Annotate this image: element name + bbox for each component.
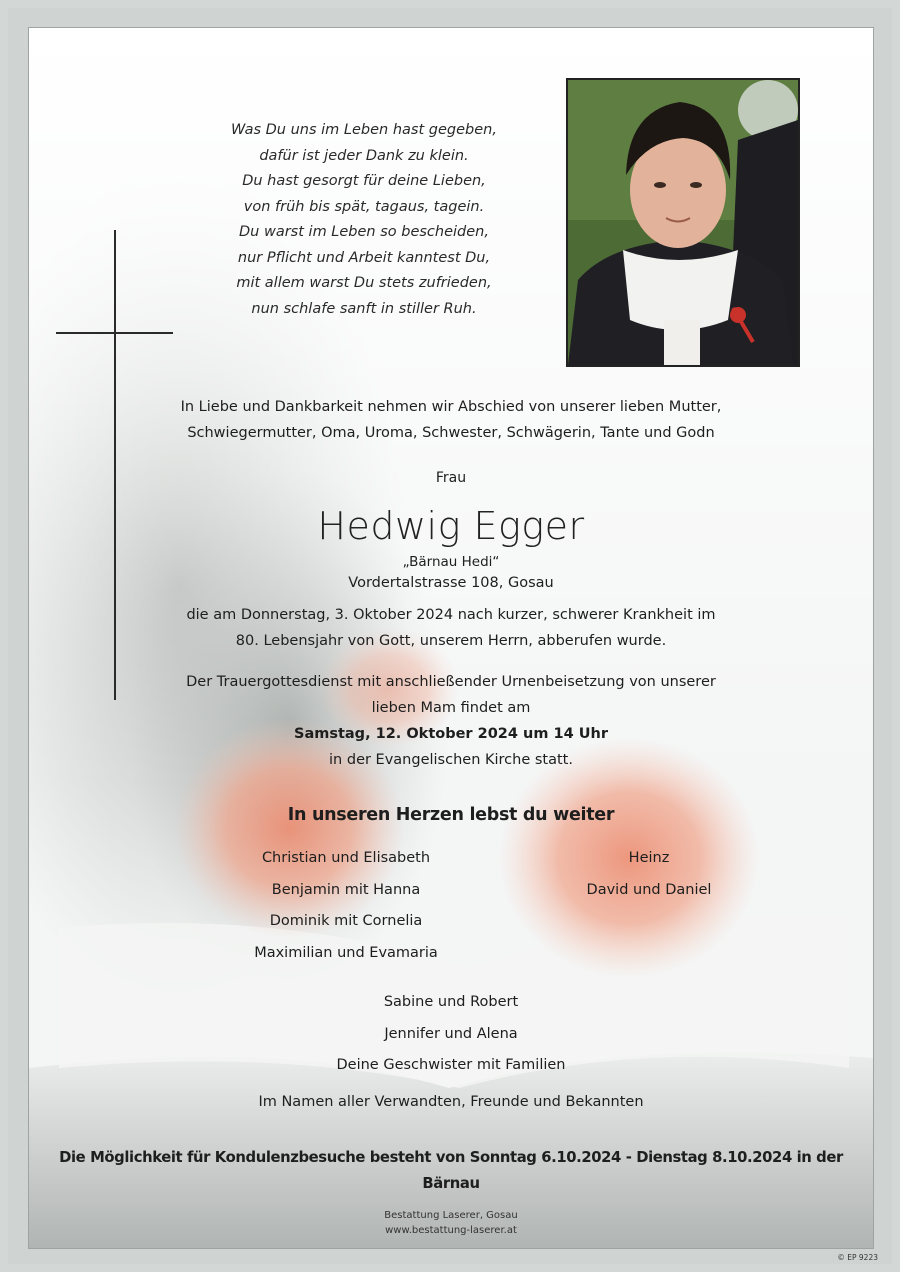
- salutation: Frau: [435, 470, 467, 486]
- siblings-line: Deine Geschwister mit Familien: [336, 1057, 566, 1073]
- mourners-left-column: [236, 843, 456, 969]
- hearts-heading: In unseren Herzen lebst du weiter: [287, 805, 615, 825]
- mourner-entry: Sabine und Robert: [383, 994, 519, 1010]
- death-line: die am Donnerstag, 3. Oktober 2024 nach kurzer, schwerer Krankheit im: [186, 607, 716, 623]
- funeral-home-footer: [29, 1208, 873, 1238]
- mourner-entry: Heinz: [628, 850, 670, 866]
- mourner-entry: Maximilian und Evamaria: [254, 944, 438, 961]
- death-line: 80. Lebensjahr von Gott, unserem Herrn, abberufen wurde.: [235, 633, 667, 649]
- service-line: lieben Mam findet am: [371, 700, 531, 716]
- funeral-home-name: Bestattung Laserer, Gosau: [384, 1210, 518, 1221]
- print-code: © EP 9223: [837, 1253, 878, 1262]
- funeral-home-website: www.bestattung-laserer.at: [385, 1225, 517, 1236]
- mourner-entry: Christian und Elisabeth: [261, 850, 431, 866]
- intro-line: In Liebe und Dankbarkeit nehmen wir Abschied von unserer lieben Mutter,: [180, 399, 722, 415]
- poem-line: von früh bis spät, tagaus, tagein.: [243, 198, 485, 215]
- address: Vordertalstrasse 108, Gosau: [348, 575, 554, 591]
- mourner-entry: Dominik mit Cornelia: [269, 913, 423, 929]
- portrait-photo: [566, 78, 800, 367]
- mourner-entry: Benjamin mit Hanna: [271, 881, 421, 898]
- funeral-service-info: [29, 669, 873, 773]
- service-date: Samstag, 12. Oktober 2024 um 14 Uhr: [294, 726, 608, 742]
- cross-symbol-horizontal: [56, 332, 173, 334]
- portrait-illustration: [568, 80, 798, 365]
- service-place: in der Evangelischen Kirche statt.: [329, 752, 573, 768]
- poem-line: Du hast gesorgt für deine Lieben,: [242, 173, 486, 189]
- deceased-name: Hedwig Egger: [317, 504, 585, 548]
- death-notice: [29, 602, 873, 654]
- intro-text: [29, 394, 873, 446]
- service-line: Der Trauergottesdienst mit anschließender Urnenbeisetzung von unserer: [186, 674, 716, 690]
- mourner-entry: Jennifer und Alena: [384, 1025, 518, 1042]
- mourner-entry: David und Daniel: [586, 881, 712, 898]
- nickname: „Bärnau Hedi“: [402, 554, 500, 570]
- memorial-poem: [214, 118, 514, 322]
- poem-line: Was Du uns im Leben hast gegeben,: [231, 122, 497, 138]
- poem-line: Du warst im Leben so bescheiden,: [239, 224, 489, 240]
- mourners-right-column: [549, 843, 749, 906]
- poem-line: mit allem warst Du stets zufrieden,: [236, 275, 492, 291]
- poem-line: nur Pflicht und Arbeit kanntest Du,: [237, 249, 491, 266]
- relatives-line: Im Namen aller Verwandten, Freunde und Bekannten: [258, 1094, 644, 1110]
- intro-line: Schwiegermutter, Oma, Uroma, Schwester, Schwägerin, Tante und Godn: [187, 425, 715, 441]
- obituary-card: [28, 27, 874, 1249]
- poem-line: nun schlafe sanft in stiller Ruh.: [251, 300, 477, 317]
- poem-line: dafür ist jeder Dank zu klein.: [259, 147, 469, 164]
- condolence-visit-info: Die Möglichkeit für Kondulenzbesuche besteht von Sonntag 6.10.2024 - Dienstag 8.10.2024 in der Bärnau: [59, 1149, 843, 1192]
- page-border: [8, 8, 892, 1264]
- mourners-additional: [29, 987, 873, 1050]
